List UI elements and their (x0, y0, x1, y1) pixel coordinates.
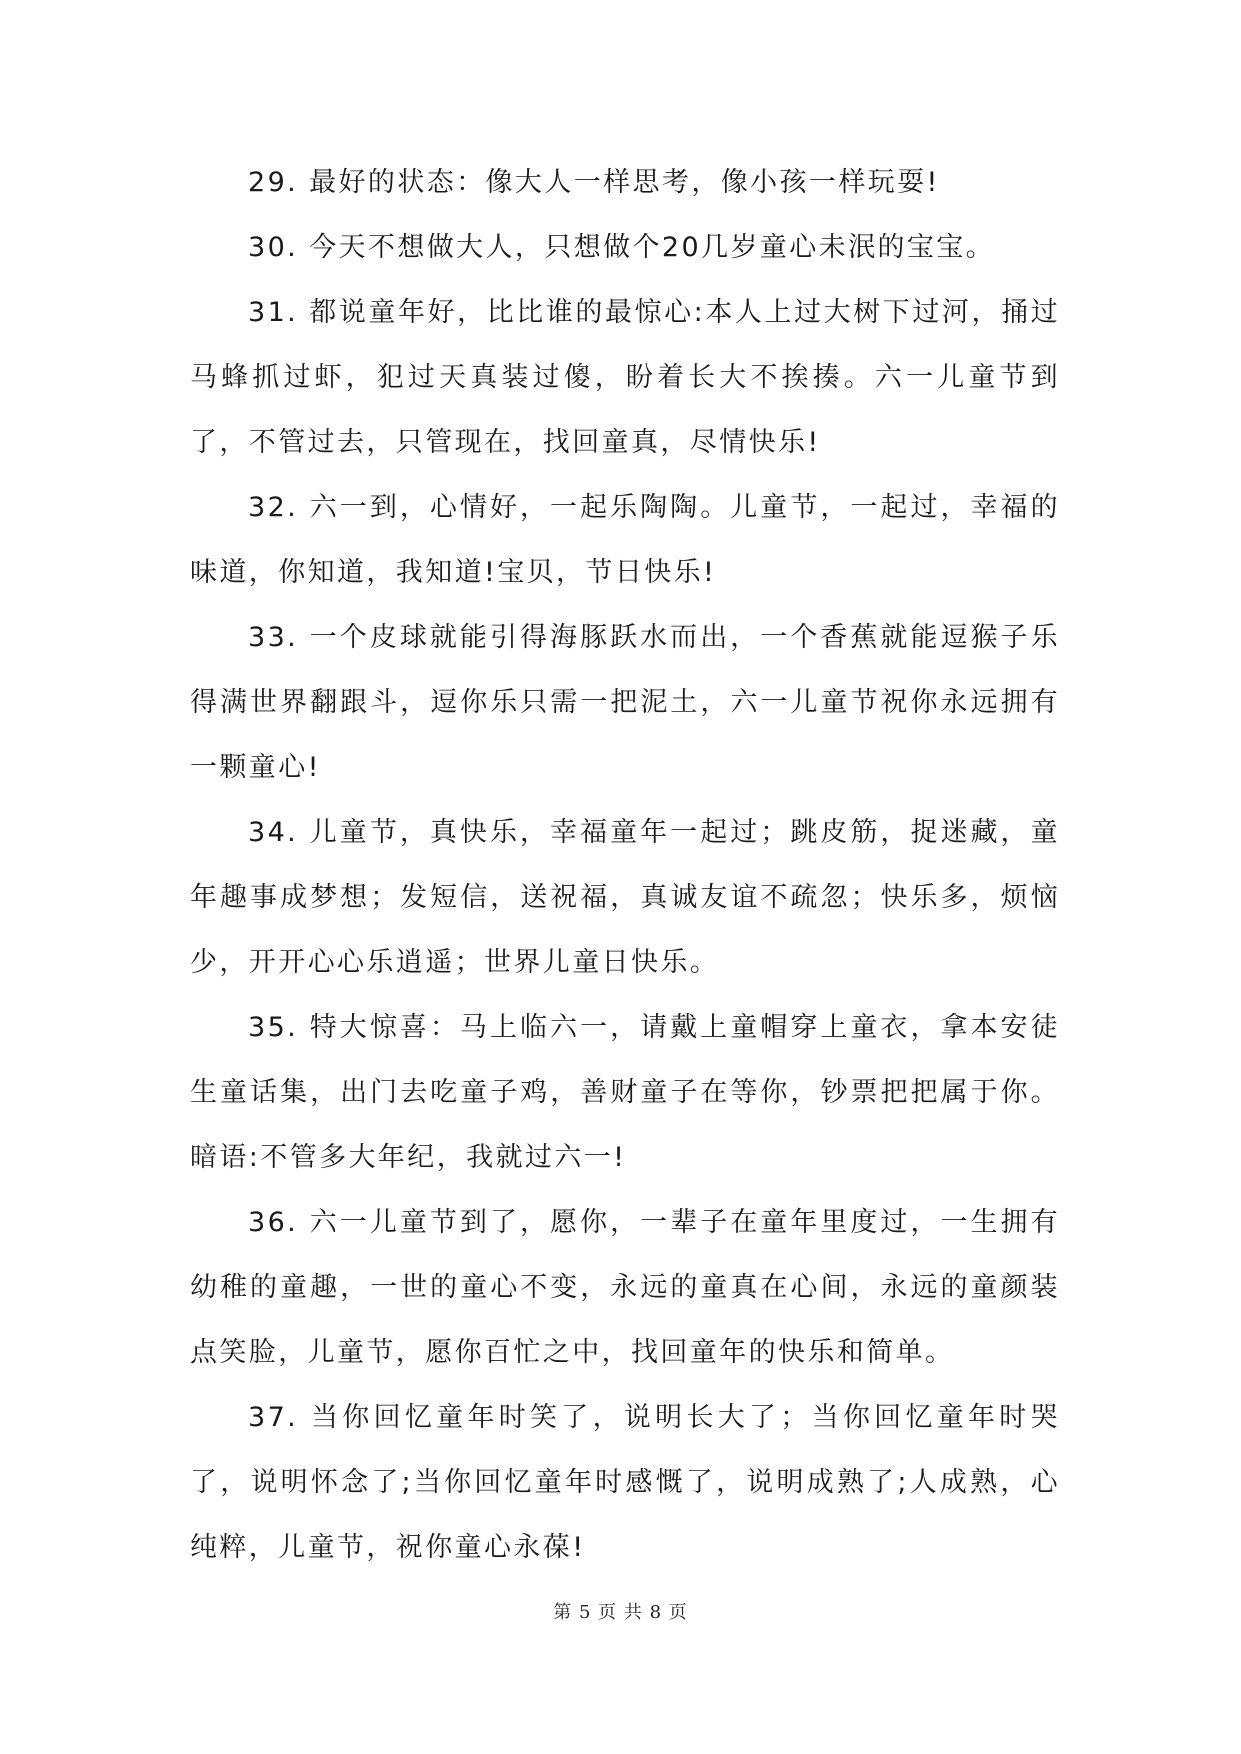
document-body (190, 150, 1060, 1580)
page-footer (0, 1598, 1241, 1624)
paragraph-35: 35. 特大惊喜：马上临六一，请戴上童帽穿上童衣，拿本安徒生童话集，出门去吃童子鸡，善财童子在等你，钞票把把属于你。暗语:不管多大年纪，我就过六一! (190, 1012, 1060, 1173)
paragraph-29: 29. 最好的状态：像大人一样思考，像小孩一样玩耍! (248, 167, 940, 198)
paragraph-30: 30. 今天不想做大人，只想做个20几岁童心未泯的宝宝。 (248, 232, 996, 263)
paragraph-31: 31. 都说童年好，比比谁的最惊心:本人上过大树下过河，捅过马蜂抓过虾，犯过天真装过傻，盼着长大不挨揍。六一儿童节到了，不管过去，只管现在，找回童真，尽情快乐! (190, 297, 1060, 458)
page-number: 第 5 页 共 8 页 (553, 1602, 688, 1623)
paragraph-33: 33. 一个皮球就能引得海豚跃水而出，一个香蕉就能逗猴子乐得满世界翻跟斗，逗你乐只需一把泥土，六一儿童节祝你永远拥有一颗童心! (190, 622, 1060, 783)
paragraph-37: 37. 当你回忆童年时笑了，说明长大了；当你回忆童年时哭了，说明怀念了;当你回忆童年时感慨了，说明成熟了;人成熟，心纯粹，儿童节，祝你童心永葆! (190, 1402, 1060, 1563)
paragraph-32: 32. 六一到，心情好，一起乐陶陶。儿童节，一起过，幸福的味道，你知道，我知道!宝贝，节日快乐! (190, 492, 1060, 588)
paragraph-36: 36. 六一儿童节到了，愿你，一辈子在童年里度过，一生拥有幼稚的童趣，一世的童心不变，永远的童真在心间，永远的童颜装点笑脸，儿童节，愿你百忙之中，找回童年的快乐和简单。 (190, 1207, 1060, 1368)
paragraph-34: 34. 儿童节，真快乐，幸福童年一起过；跳皮筋，捉迷藏，童年趣事成梦想；发短信，送祝福，真诚友谊不疏忽；快乐多，烦恼少，开开心心乐逍遥；世界儿童日快乐。 (190, 817, 1060, 978)
